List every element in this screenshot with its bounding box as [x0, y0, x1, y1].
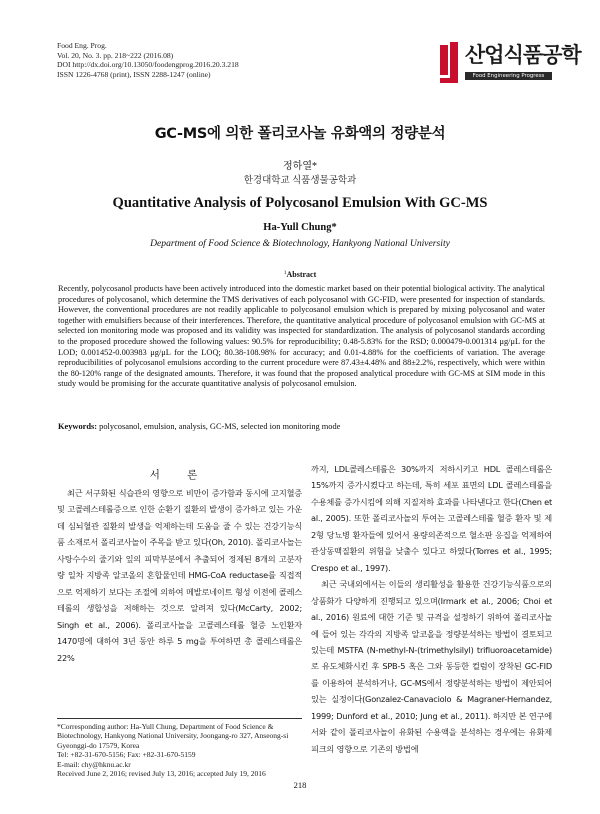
journal-header-info — [57, 41, 357, 79]
footnote-divider — [57, 718, 302, 719]
footnote-corresponding: *Corresponding author: Ha-Yull Chung, Department of Food Science & Biotechnology, Hankyong National University, Joongang-ro 327, Anseong-si Gyeonggi-do 17579, Korea — [57, 722, 289, 750]
affiliation-korean: 한경대학교 식품생물공학과 — [243, 176, 357, 186]
journal-logo — [437, 38, 581, 98]
journal-name: Food Eng. Prog. — [57, 41, 107, 50]
body-column-left — [57, 485, 302, 666]
footnote-received: Received June 2, 2016; revised July 13, 2016; accepted July 19, 2016 — [57, 769, 266, 779]
author-english: Ha-Yull Chung* — [263, 222, 337, 233]
abstract-heading-mark: 1 — [283, 270, 287, 276]
affiliation-english: Department of Food Science & Biotechnology, Hankyong National University — [150, 238, 450, 249]
body-paragraph: 최근 국내외에서는 이들의 생리활성을 활용한 건강기능식품으로의 상품화가 다양하게 진행되고 있으며(Irmark et al., 2006; Choi et al., 2016) 원료에 대한 기준 및 규격을 설정하기 위하여 폴리코사놀에 들어 있는 각각의 지방족 알코올을 정량분석하는 방법이 결토되고 있는데 MSTFA (N-methyl-N-(trimethylsilyl) trifluoroacetamide)로 유도체화시킨 후 SPB-5 혹은 그와 동등한 컬럼이 장착된 GC-FID를 이용하여 분석하거나, GC-MS에서 정량분석하는 방법이 제안되어 있는 실정이다(Gonzalez-Canavaciolo & Magraner-Hernandez, 1999; Dunford et al., 2010; Jung et al., 2011). 하지만 본 연구에서와 같이 폴리코사놀이 유화된 수용액을 분석하는 경우에는 유화제 피크의 영향으로 기존의 방법에 — [311, 579, 552, 754]
abstract-body: Recently, polycosanol products have been actively introduced into the domestic market based on their potential biological activity. The analytical procedures of polycosanol, which determine the TMS derivatives of each polycosanol with GC-FID, were presented for inspection of standards. However, the conventional procedures are not readily applicable to polycosanol emulsion which is prepared by mixing polycosanol and water together with emulsifiers because of their interferences. Therefore, the quantitative analytical procedure of polycosanol emulsion with GC-MS at selected ion monitoring mode was proposed and its validity was inspected for standardization. The analysis of polycosanol standards according to the proposed procedure showed the following values: 90.5% for reproducibility; 0.48-5.83% for the RSD; 0.000479-0.001314 μg/μL for the LOD; 0.001452-0.003983 μg/μL for the LOQ; 80.38-108.98% for accuracy; and 0.01-4.88% for the coefficients of variation. The average reproducibilities of polycosanol emulsions according to the current procedure were 87.43±4.48% and 88±2.2%, respectively, which were within the 80-120% range of the designated amounts. Therefore, it was found that the proposed analytical procedure with GC-MS at SIM mode in this study would be promising for the accurate quantitative analysis of polycosanol emulsion. — [58, 284, 545, 389]
logo-emblem-icon — [437, 42, 463, 86]
body-column-right — [311, 461, 552, 757]
keywords — [58, 422, 545, 433]
logo-subtitle: Food Engineering Progress — [465, 72, 552, 80]
corresponding-author-footnote — [57, 722, 302, 778]
keywords-label: Keywords: — [58, 422, 98, 431]
keywords-list: polycosanol, emulsion, analysis, GC-MS, selected ion monitoring mode — [99, 422, 341, 431]
body-paragraph: 최근 서구화된 식습관의 영향으로 비만이 증가함과 동시에 고지혈증 및 고콜레스테롤증으로 인한 순환기 질환의 발생이 증가하고 있는 가운데 심뇌혈관 질환의 발생을 억제하는데 도움을 줄 수 있는 건강기능식품 소재로서 폴리코사놀이 주목을 받고 있다(Oh, 2010). 폴리코사놀는 사탕수수의 줄기와 잎의 피막부분에서 추출되어 정제된 8개의 고분자량 일차 지방족 알코올의 혼합물인데 HMG-CoA reductase를 직접적으로 억제하기 보다는 조절에 의하여 메발로네이트 형성 이전에 콜레스테롤의 생합성을 저해하는 것으로 알려져 있다(McCarty, 2002; Singh et al., 2006). 폴리코사놀을 고콜레스테롤 혈증 노인환자 1470명에 대하여 3년 동안 하루 5 mg을 투여하면 총 콜레스테롤은 22% — [57, 488, 302, 663]
body-paragraph: 까지, LDL콜레스테롤은 30%까지 저하시키고 HDL 콜레스테롤은 15%까지 증가시켰다고 하는데, 특히 세포 표면의 LDL 콜레스테롤을 수용체를 증가시킴에 의해 지질저하 효과를 나타낸다고 한다(Chen et al., 2005). 또한 폴리코사놀의 투여는 고콜레스테롤 혈증 환자 및 제2형 당뇨병 환자들에 있어서 용량의존적으로 혈소판 응집을 억제하여 관상동맥질환의 위험을 낮출수 있다고 하였다(Torres et al., 1995; Crespo et al., 1997). — [311, 464, 552, 573]
title-korean: GC-MS에 의한 폴리코사놀 유화액의 정량분석 — [154, 126, 446, 142]
journal-volume: Vol. 20, No. 3. pp. 218~222 (2016.08) — [57, 50, 174, 60]
abstract-heading — [0, 270, 600, 279]
footnote-tel: Tel: +82-31-670-5156; Fax: +82-31-670-5159 — [57, 750, 196, 760]
journal-doi[interactable]: DOI http://dx.doi.org/10.13050/foodengprog.2016.20.3.218 — [57, 60, 239, 70]
footnote-email[interactable]: E-mail: chy@hknu.ac.kr — [57, 759, 131, 769]
author-korean: 정하열* — [283, 161, 317, 172]
logo-text: 산업식품공학 — [465, 43, 581, 67]
page-number: 218 — [293, 780, 307, 790]
section-heading-introduction: 서 론 — [149, 469, 210, 481]
journal-issn: ISSN 1226-4768 (print), ISSN 2288-1247 (online) — [57, 69, 211, 79]
title-english: Quantitative Analysis of Polycosanol Emulsion With GC-MS — [112, 195, 488, 211]
abstract-heading-text: Abstract — [286, 270, 317, 279]
